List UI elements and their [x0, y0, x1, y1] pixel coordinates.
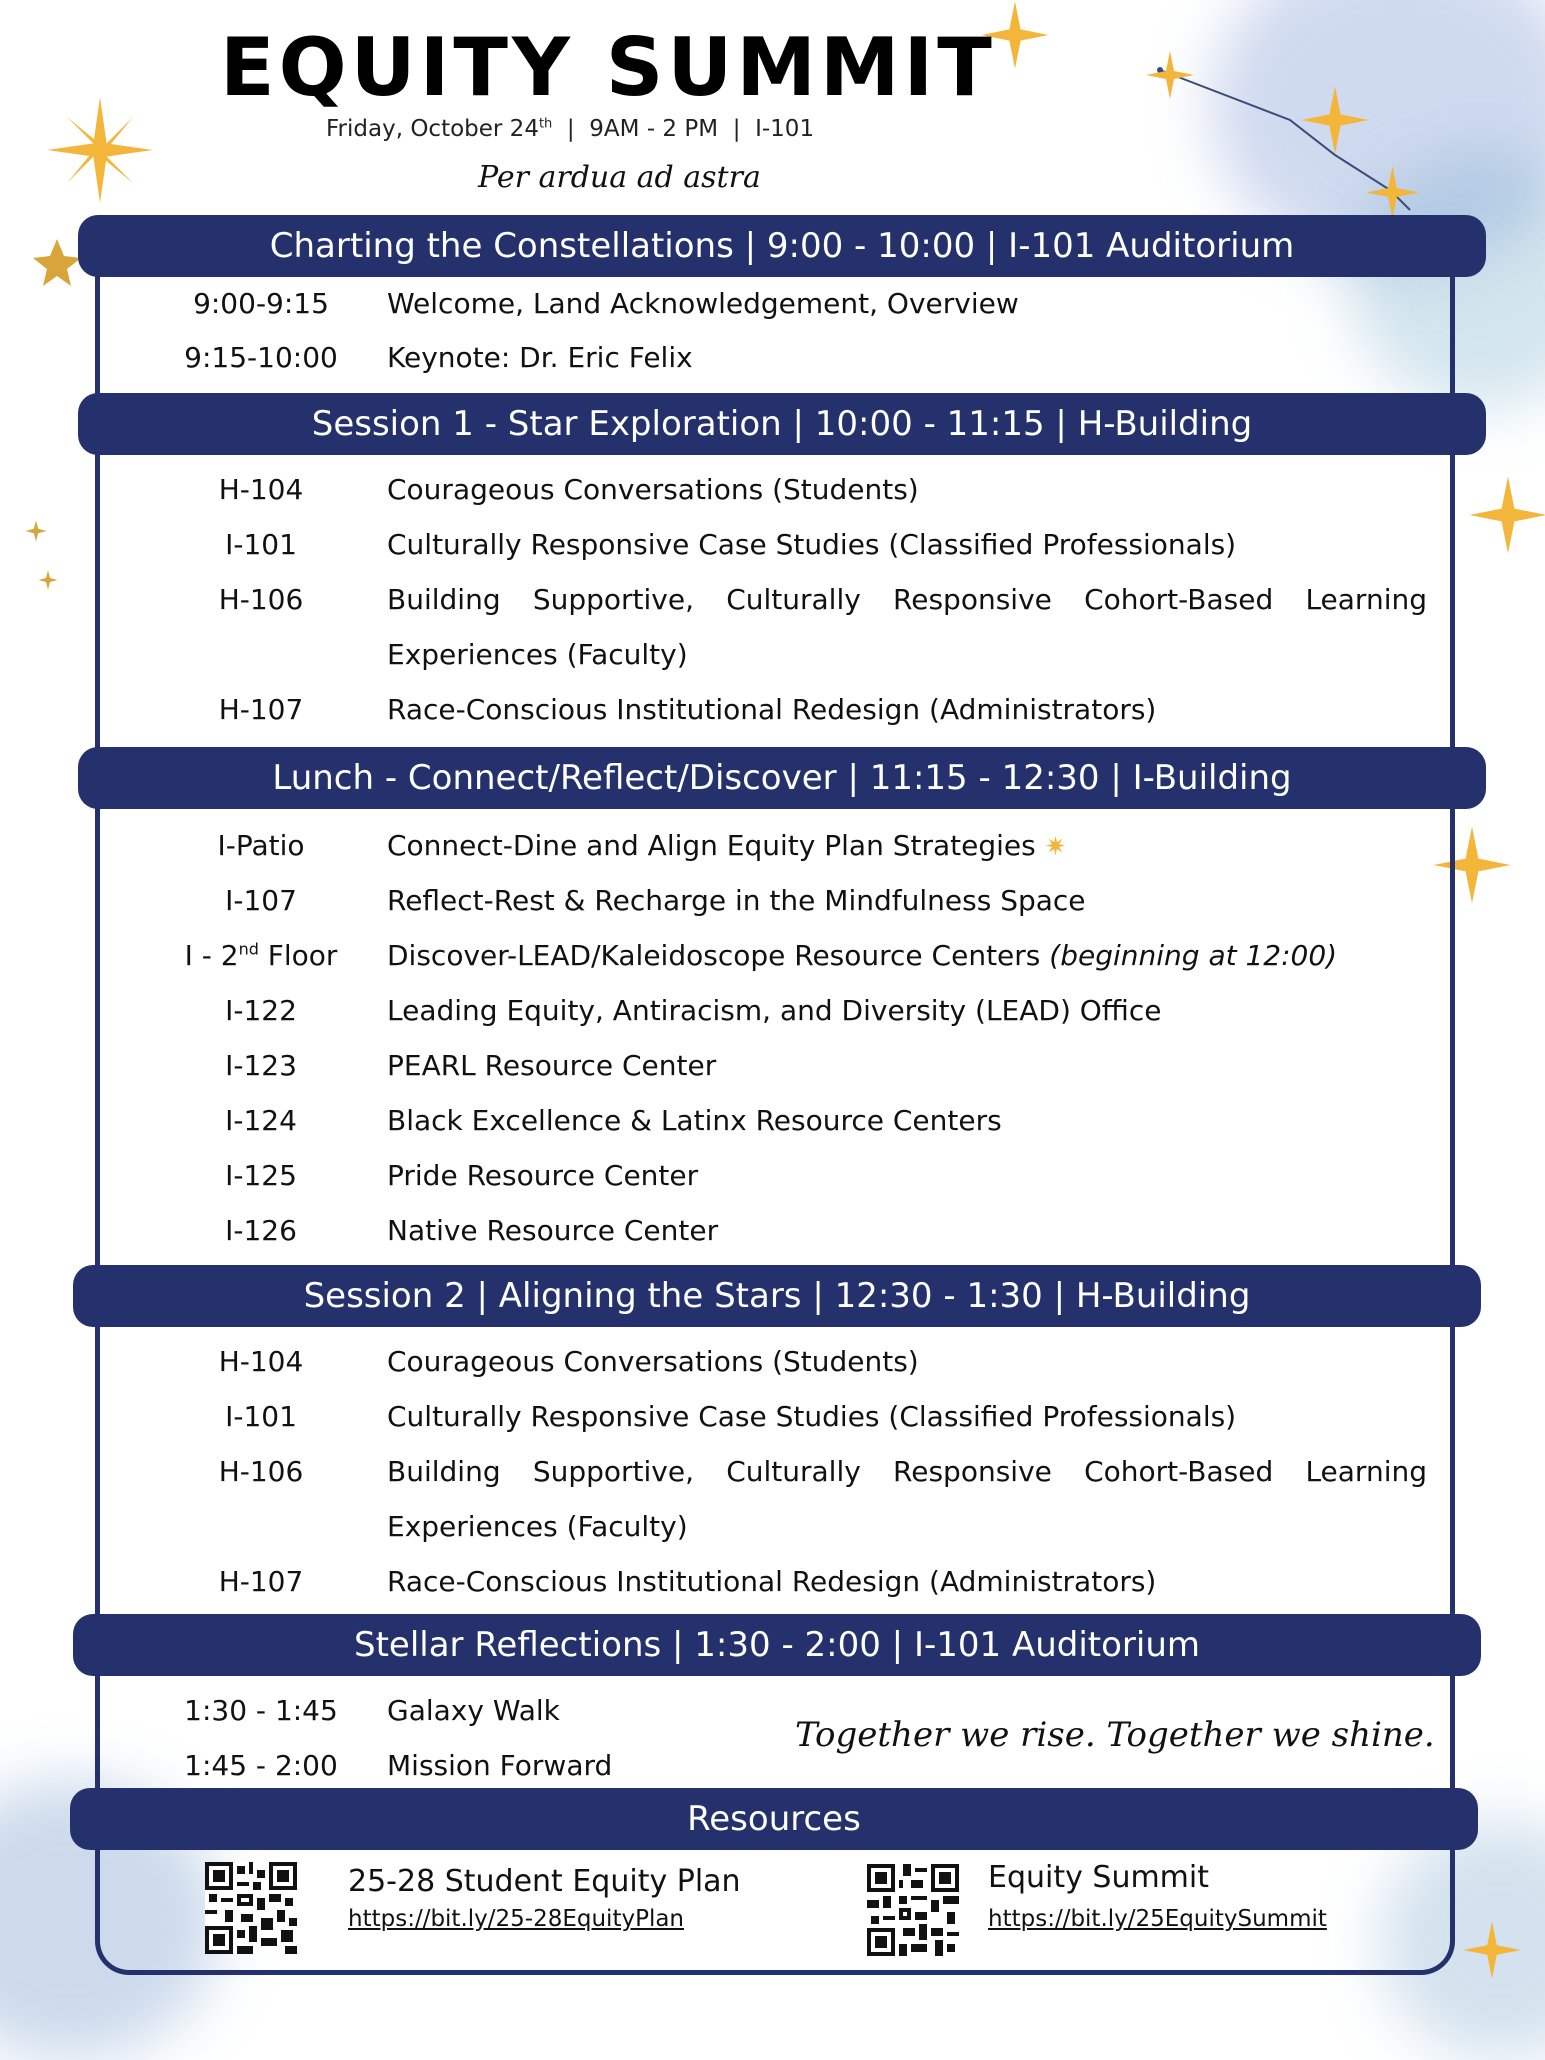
row-description: Building Supportive, Culturally Responsive Cohort-Based Learning	[387, 1455, 1427, 1488]
schedule-row	[96, 462, 1426, 517]
row-description: Race-Conscious Institutional Redesign (Administrators)	[387, 1565, 1157, 1598]
qr-code-icon[interactable]	[867, 1864, 959, 1956]
row-description: Courageous Conversations (Students)	[387, 473, 919, 506]
row-room: I-Patio	[217, 829, 305, 862]
row-description: Mission Forward	[387, 1749, 613, 1782]
section-banner-session-2: Session 2 | Aligning the Stars | 12:30 - 1:30 | H-Building	[73, 1265, 1481, 1327]
row-room: I-101	[225, 528, 297, 561]
star-icon	[1300, 85, 1370, 155]
row-description: Courageous Conversations (Students)	[387, 1345, 919, 1378]
row-room: I-126	[225, 1214, 297, 1247]
row-description: Building Supportive, Culturally Responsive Cohort-Based Learning	[387, 583, 1427, 616]
star-icon	[1145, 50, 1195, 100]
schedule-row	[96, 1038, 1426, 1093]
row-room: H-104	[218, 1345, 304, 1378]
row-room: H-107	[218, 1565, 304, 1598]
row-description: Connect-Dine and Align Equity Plan Strategies ✷	[387, 829, 1067, 862]
row-time: 9:15-10:00	[184, 341, 338, 374]
row-description: Culturally Responsive Case Studies (Classified Professionals)	[387, 1400, 1237, 1433]
section-banner-opening: Charting the Constellations | 9:00 - 10:00 | I-101 Auditorium	[78, 215, 1486, 277]
row-description: Race-Conscious Institutional Redesign (Administrators)	[387, 693, 1157, 726]
schedule-row	[96, 330, 1426, 385]
schedule-row	[96, 928, 1426, 983]
event-date: Friday, October 24	[326, 116, 539, 142]
section-banner-closing: Stellar Reflections | 1:30 - 2:00 | I-101 Auditorium	[73, 1614, 1481, 1676]
star-icon	[1462, 1920, 1522, 1980]
section-banner-resources: Resources	[70, 1788, 1478, 1850]
schedule-row	[96, 983, 1426, 1038]
star-icon	[32, 238, 82, 288]
row-time: 1:30 - 1:45	[184, 1694, 338, 1727]
row-description: Leading Equity, Antiracism, and Diversity (LEAD) Office	[387, 994, 1162, 1027]
schedule-row	[96, 818, 1426, 873]
row-room: H-106	[218, 1455, 304, 1488]
row-room: H-106	[218, 583, 304, 616]
resource-link[interactable]: https://bit.ly/25-28EquityPlan	[348, 1906, 685, 1932]
row-room: I-125	[225, 1159, 297, 1192]
row-description: PEARL Resource Center	[387, 1049, 717, 1082]
schedule-row	[96, 1093, 1426, 1148]
resource-title: 25-28 Student Equity Plan	[348, 1864, 741, 1899]
event-time: 9AM - 2 PM	[589, 116, 719, 142]
schedule-row-continued	[96, 627, 1426, 682]
resource-link[interactable]: https://bit.ly/25EquitySummit	[988, 1906, 1327, 1932]
row-room: H-104	[218, 473, 304, 506]
row-room: I-122	[225, 994, 297, 1027]
row-description: Reflect-Rest & Recharge in the Mindfulness Space	[387, 884, 1086, 917]
schedule-row	[96, 1203, 1426, 1258]
resource-title: Equity Summit	[988, 1860, 1210, 1895]
event-room: I-101	[755, 116, 815, 142]
row-description: Culturally Responsive Case Studies (Classified Professionals)	[387, 528, 1237, 561]
date-suffix: th	[538, 116, 553, 132]
row-description-continued: Experiences (Faculty)	[387, 638, 688, 671]
row-room: I-124	[225, 1104, 297, 1137]
row-description: Galaxy Walk	[387, 1694, 560, 1727]
row-description: Discover-LEAD/Kaleidoscope Resource Centers (beginning at 12:00)	[387, 939, 1338, 972]
row-description: Native Resource Center	[387, 1214, 719, 1247]
schedule-row	[96, 572, 1426, 627]
schedule-row	[96, 1334, 1426, 1389]
schedule-row-continued	[96, 1499, 1426, 1554]
schedule-row	[96, 682, 1426, 737]
schedule-row	[96, 276, 1426, 331]
row-time: 1:45 - 2:00	[184, 1749, 338, 1782]
star-icon	[1365, 165, 1420, 220]
sparkle-icon: ✷	[1044, 832, 1067, 862]
row-description: Pride Resource Center	[387, 1159, 699, 1192]
section-banner-lunch: Lunch - Connect/Reflect/Discover | 11:15 - 12:30 | I-Building	[78, 747, 1486, 809]
row-description: Black Excellence & Latinx Resource Centers	[387, 1104, 1002, 1137]
motto: Per ardua ad astra	[478, 160, 761, 195]
row-room: H-107	[218, 693, 304, 726]
event-details: Friday, October 24th | 9AM - 2 PM | I-101	[326, 116, 815, 142]
row-room: I - 2nd Floor	[184, 939, 338, 972]
row-room: I-101	[225, 1400, 297, 1433]
schedule-row	[96, 1148, 1426, 1203]
star-icon	[25, 520, 47, 542]
tagline: Together we rise. Together we shine.	[795, 1715, 1435, 1755]
schedule-row	[96, 873, 1426, 928]
star-icon	[38, 570, 58, 590]
schedule-row	[96, 1389, 1426, 1444]
row-time: 9:00-9:15	[193, 287, 329, 320]
qr-code-icon[interactable]	[205, 1862, 297, 1954]
section-banner-session-1: Session 1 - Star Exploration | 10:00 - 11:15 | H-Building	[78, 393, 1486, 455]
schedule-row	[96, 517, 1426, 572]
star-icon	[45, 95, 155, 205]
schedule-row	[96, 1554, 1426, 1609]
row-room: I-107	[225, 884, 297, 917]
row-description-continued: Experiences (Faculty)	[387, 1510, 688, 1543]
star-icon	[1468, 475, 1545, 555]
schedule-row	[96, 1444, 1426, 1499]
row-room: I-123	[225, 1049, 297, 1082]
row-description: Keynote: Dr. Eric Felix	[387, 341, 693, 374]
page-title: EQUITY SUMMIT	[220, 21, 996, 114]
row-description: Welcome, Land Acknowledgement, Overview	[387, 287, 1019, 320]
